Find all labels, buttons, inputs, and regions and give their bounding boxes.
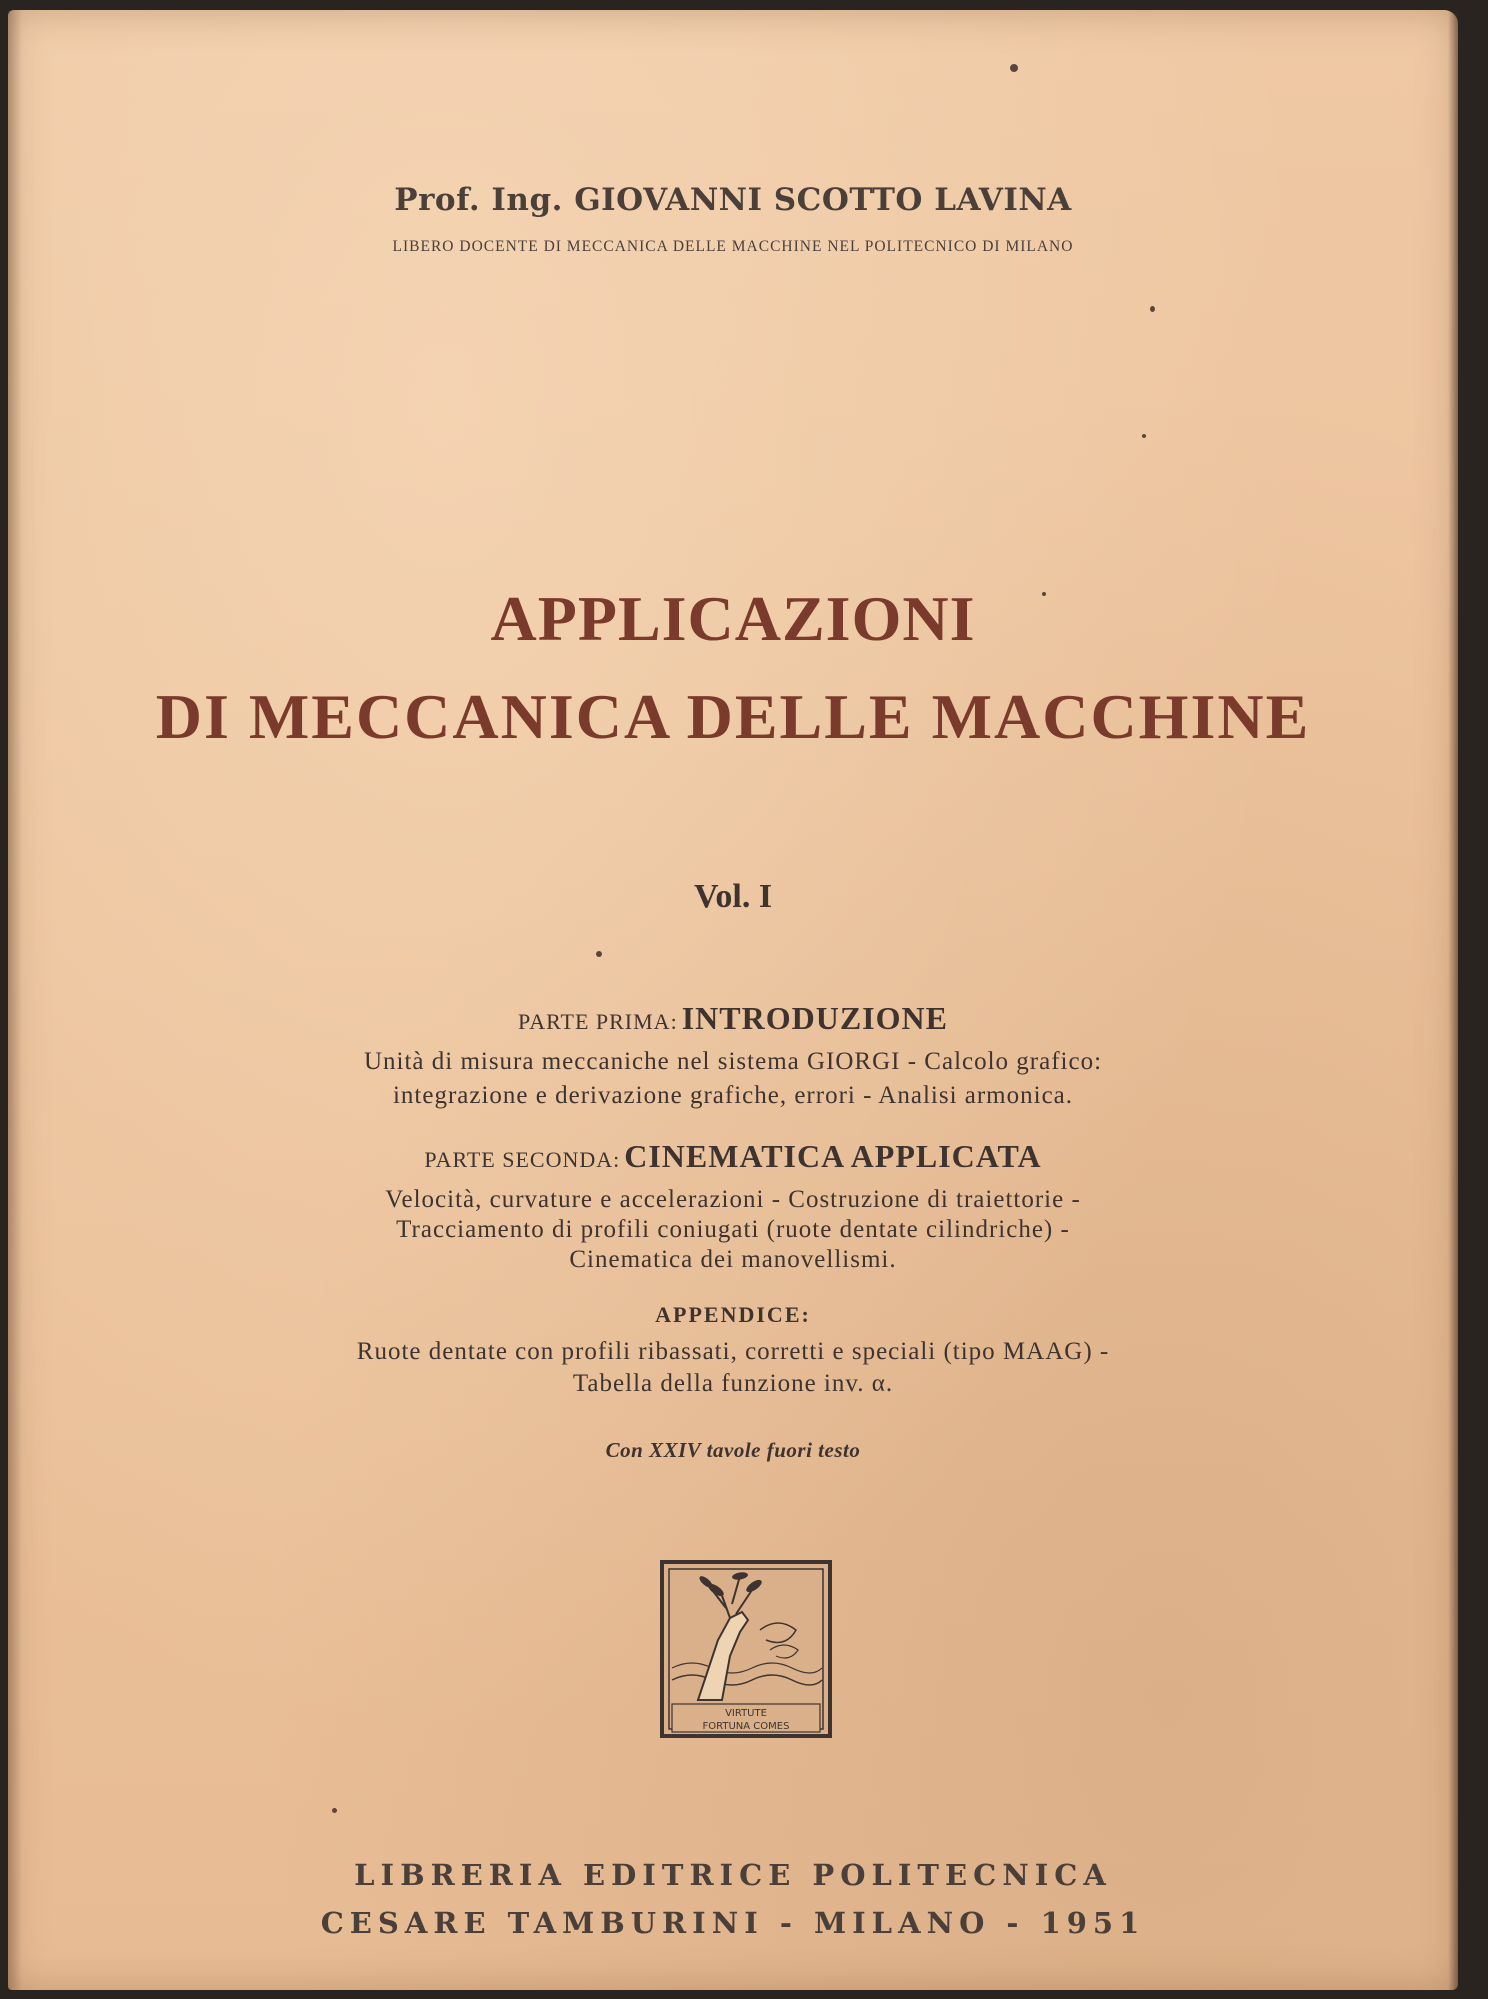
foxing-speck xyxy=(332,1808,337,1813)
part-two-line: Tracciamento di profili coniugati (ruote dentate cilindriche) - xyxy=(396,1216,1070,1243)
part-one-heading xyxy=(8,1000,1458,1037)
publisher-name: LIBRERIA EDITRICE POLITECNICA xyxy=(354,1858,1112,1892)
volume-number: Vol. I xyxy=(693,878,773,915)
part-one-line: integrazione e derivazione grafiche, errori - Analisi armonica. xyxy=(392,1082,1074,1109)
emblem-motto-bottom: FORTUNA COMES xyxy=(702,1721,790,1732)
book-cover xyxy=(8,10,1458,1990)
appendix-line: Ruote dentate con profili ribassati, corretti e speciali (tipo MAAG) - xyxy=(356,1338,1110,1365)
foxing-speck xyxy=(1010,64,1018,72)
part-two-heading xyxy=(8,1138,1458,1175)
author-name: Prof. Ing. GIOVANNI SCOTTO LAVINA xyxy=(394,182,1072,218)
emblem-motto-top: VIRTUTE xyxy=(725,1708,767,1719)
part-two-line: Velocità, curvature e accelerazioni - Costruzione di traiettorie - xyxy=(385,1186,1081,1213)
foxing-speck xyxy=(1150,306,1155,312)
publisher-emblem xyxy=(660,1560,832,1738)
title-line-1: APPLICAZIONI xyxy=(490,583,976,654)
part-two-line: Cinematica dei manovellismi. xyxy=(569,1246,897,1273)
part-two-title: CINEMATICA APPLICATA xyxy=(624,1138,1042,1174)
author-role: LIBERO DOCENTE DI MECCANICA DELLE MACCHINE NEL POLITECNICO DI MILANO xyxy=(392,238,1074,255)
foxing-speck xyxy=(596,951,602,957)
appendix-heading: APPENDICE: xyxy=(655,1302,811,1327)
part-two-label: PARTE SECONDA: xyxy=(424,1147,621,1172)
publisher-imprint: CESARE TAMBURINI - MILANO - 1951 xyxy=(320,1906,1146,1940)
part-one-line: Unità di misura meccaniche nel sistema GIORGI - Calcolo grafico: xyxy=(363,1048,1103,1075)
plates-note: Con XXIV tavole fuori testo xyxy=(605,1438,861,1462)
title-line-2: DI MECCANICA DELLE MACCHINE xyxy=(155,681,1311,752)
foxing-speck xyxy=(1142,434,1146,438)
appendix-line: Tabella della funzione inv. α. xyxy=(572,1370,894,1397)
part-one-title: INTRODUZIONE xyxy=(681,1000,948,1036)
part-one-label: PARTE PRIMA: xyxy=(518,1009,678,1034)
